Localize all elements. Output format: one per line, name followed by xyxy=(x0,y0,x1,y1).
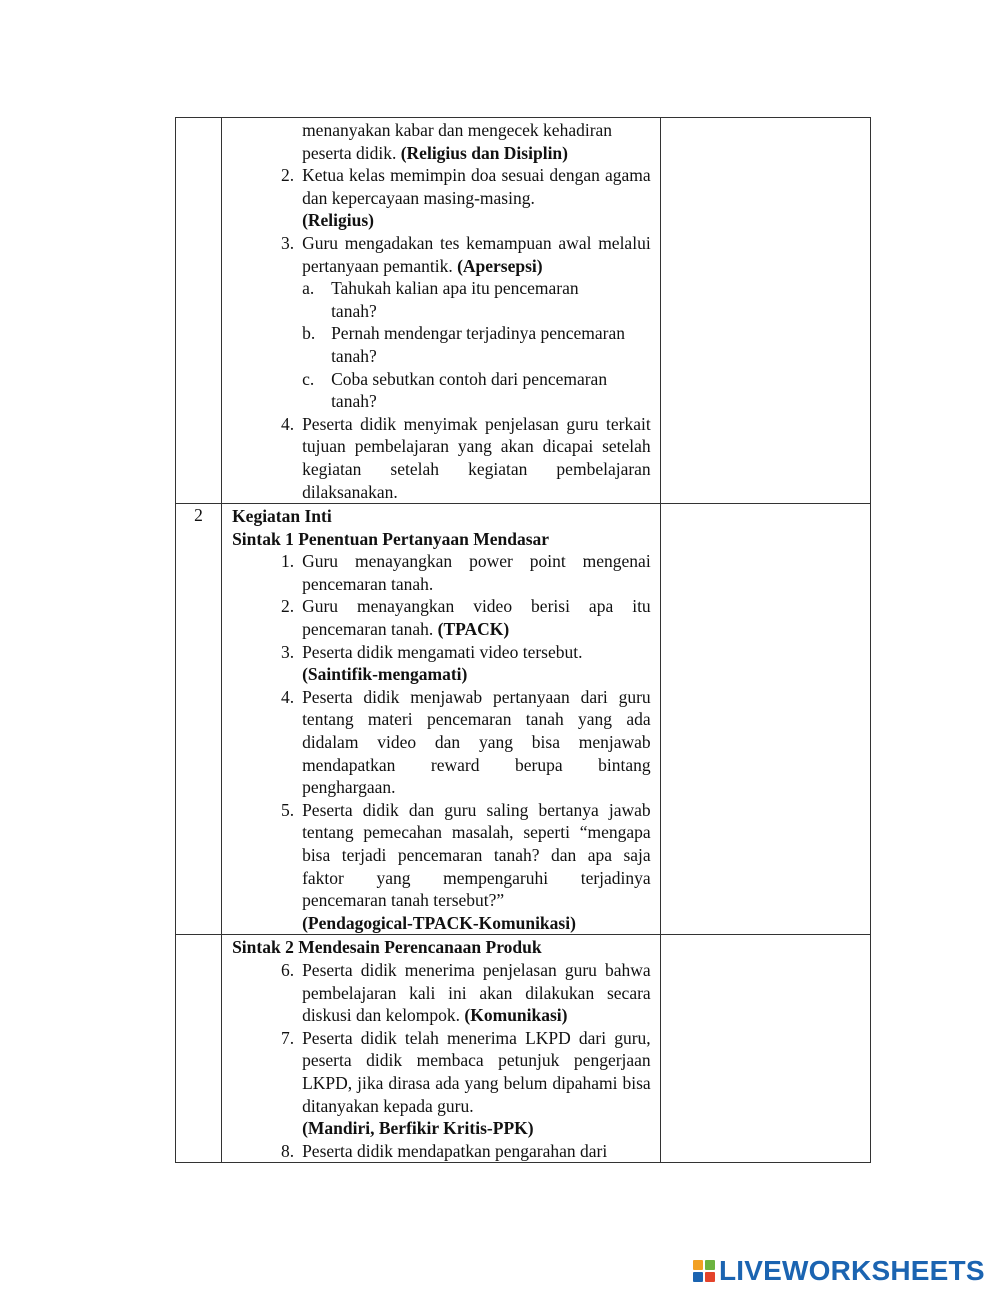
list-item: 3. Guru mengadakan tes kemampuan awal melalui pertanyaan pemantik. (Apersepsi) xyxy=(280,232,651,276)
logo-square xyxy=(705,1260,715,1270)
list-item: 2. Guru menayangkan video berisi apa itu pencemaran tanah. (TPACK) xyxy=(280,596,651,640)
logo-text: LIVEWORKSHEETS xyxy=(719,1255,985,1286)
table-row xyxy=(176,118,871,504)
sub-question: c. Coba sebutkan contoh dari pencemaran xyxy=(302,368,608,389)
notes-cell xyxy=(660,118,870,504)
section-heading: Kegiatan Inti xyxy=(232,506,332,527)
list-item: 8. Peserta didik mendapatkan pengarahan dari xyxy=(280,1140,608,1161)
logo-mark-icon xyxy=(693,1260,715,1282)
row-number xyxy=(176,118,222,504)
logo-square xyxy=(705,1272,715,1282)
logo-square xyxy=(693,1260,703,1270)
section-subheading: Sintak 2 Mendesain Perencanaan Produk xyxy=(232,937,542,958)
notes-cell xyxy=(660,504,870,935)
activity-cell xyxy=(222,504,661,935)
notes-cell xyxy=(660,935,870,1163)
sub-question: b. Pernah mendengar terjadinya pencemaran xyxy=(302,323,626,344)
list-item: 7. Peserta didik telah menerima LKPD dari guru, peserta didik membaca petunjuk pengerjaan LKPD, jika dirasa ada yang belum dipahami bisa ditanyakan kepada guru. (Mandiri, Berfikir Kritis-PPK) xyxy=(280,1027,651,1139)
table-row xyxy=(176,935,871,1163)
row-number xyxy=(176,935,222,1163)
lesson-plan-table xyxy=(175,117,871,1163)
list-item: 4. Peserta didik menjawab pertanyaan dari guru tentang materi pencemaran tanah yang ada didalam video dan yang bisa menjawab mendapatkan reward berupa bintang penghargaan. xyxy=(280,686,651,798)
section-subheading: Sintak 1 Penentuan Pertanyaan Mendasar xyxy=(232,528,550,549)
activity-cell xyxy=(222,935,661,1163)
list-item: 3. Peserta didik mengamati video tersebut. (Saintifik-mengamati) xyxy=(280,641,583,685)
activity-cell: menanyakan kabar dan mengecek kehadiran peserta didik. (Religius dan Disiplin) 2. Ketua kelas memimpin doa sesuai dengan agama dan kepercayaan masing-masing. (Religius) 3. Guru mengadakan tes kemampuan awal melalui pertanyaan pemantik. (Apersepsi) a. Tahukah kalian apa itu pencemaran tanah? b. Pernah mendengar terjadinya pencemaran tanah? c. Coba sebutkan contoh dari pencemaran tanah? 4. Peserta didik menyimak penjelasan guru terkait tujuan pembelajaran yang akan dicapai setelah kegiatan setelah kegiatan pembelajaran dilaksanakan. xyxy=(222,118,661,504)
logo-square xyxy=(693,1272,703,1282)
sub-question: a. Tahukah kalian apa itu pencemaran xyxy=(302,278,579,299)
list-item: 1. Guru menayangkan power point mengenai pencemaran tanah. xyxy=(280,551,651,594)
list-item: 6. Peserta didik menerima penjelasan guru bahwa pembelajaran kali ini akan dilakukan secara diskusi dan kelompok. (Komunikasi) xyxy=(280,959,651,1026)
list-item: 5. Peserta didik dan guru saling bertanya jawab tentang pemecahan masalah, seperti “mengapa bisa terjadi pencemaran tanah? dan apa saja faktor yang mempengaruhi terjadinya pencemaran tanah tersebut?” (Pendagogical-TPACK-Komunikasi) xyxy=(280,799,651,933)
list-item: 4. Peserta didik menyimak penjelasan guru terkait tujuan pembelajaran yang akan dicapai setelah kegiatan setelah kegiatan pembelajaran dilaksanakan. xyxy=(280,413,651,502)
row-number: 2 xyxy=(176,504,222,935)
liveworksheets-logo xyxy=(693,1255,985,1287)
list-item-continuation: menanyakan kabar dan mengecek kehadiran peserta didik. (Religius dan Disiplin) xyxy=(302,120,613,163)
list-item: 2. Ketua kelas memimpin doa sesuai dengan agama dan kepercayaan masing-masing. (Religius) xyxy=(280,165,651,231)
table-row xyxy=(176,504,871,935)
